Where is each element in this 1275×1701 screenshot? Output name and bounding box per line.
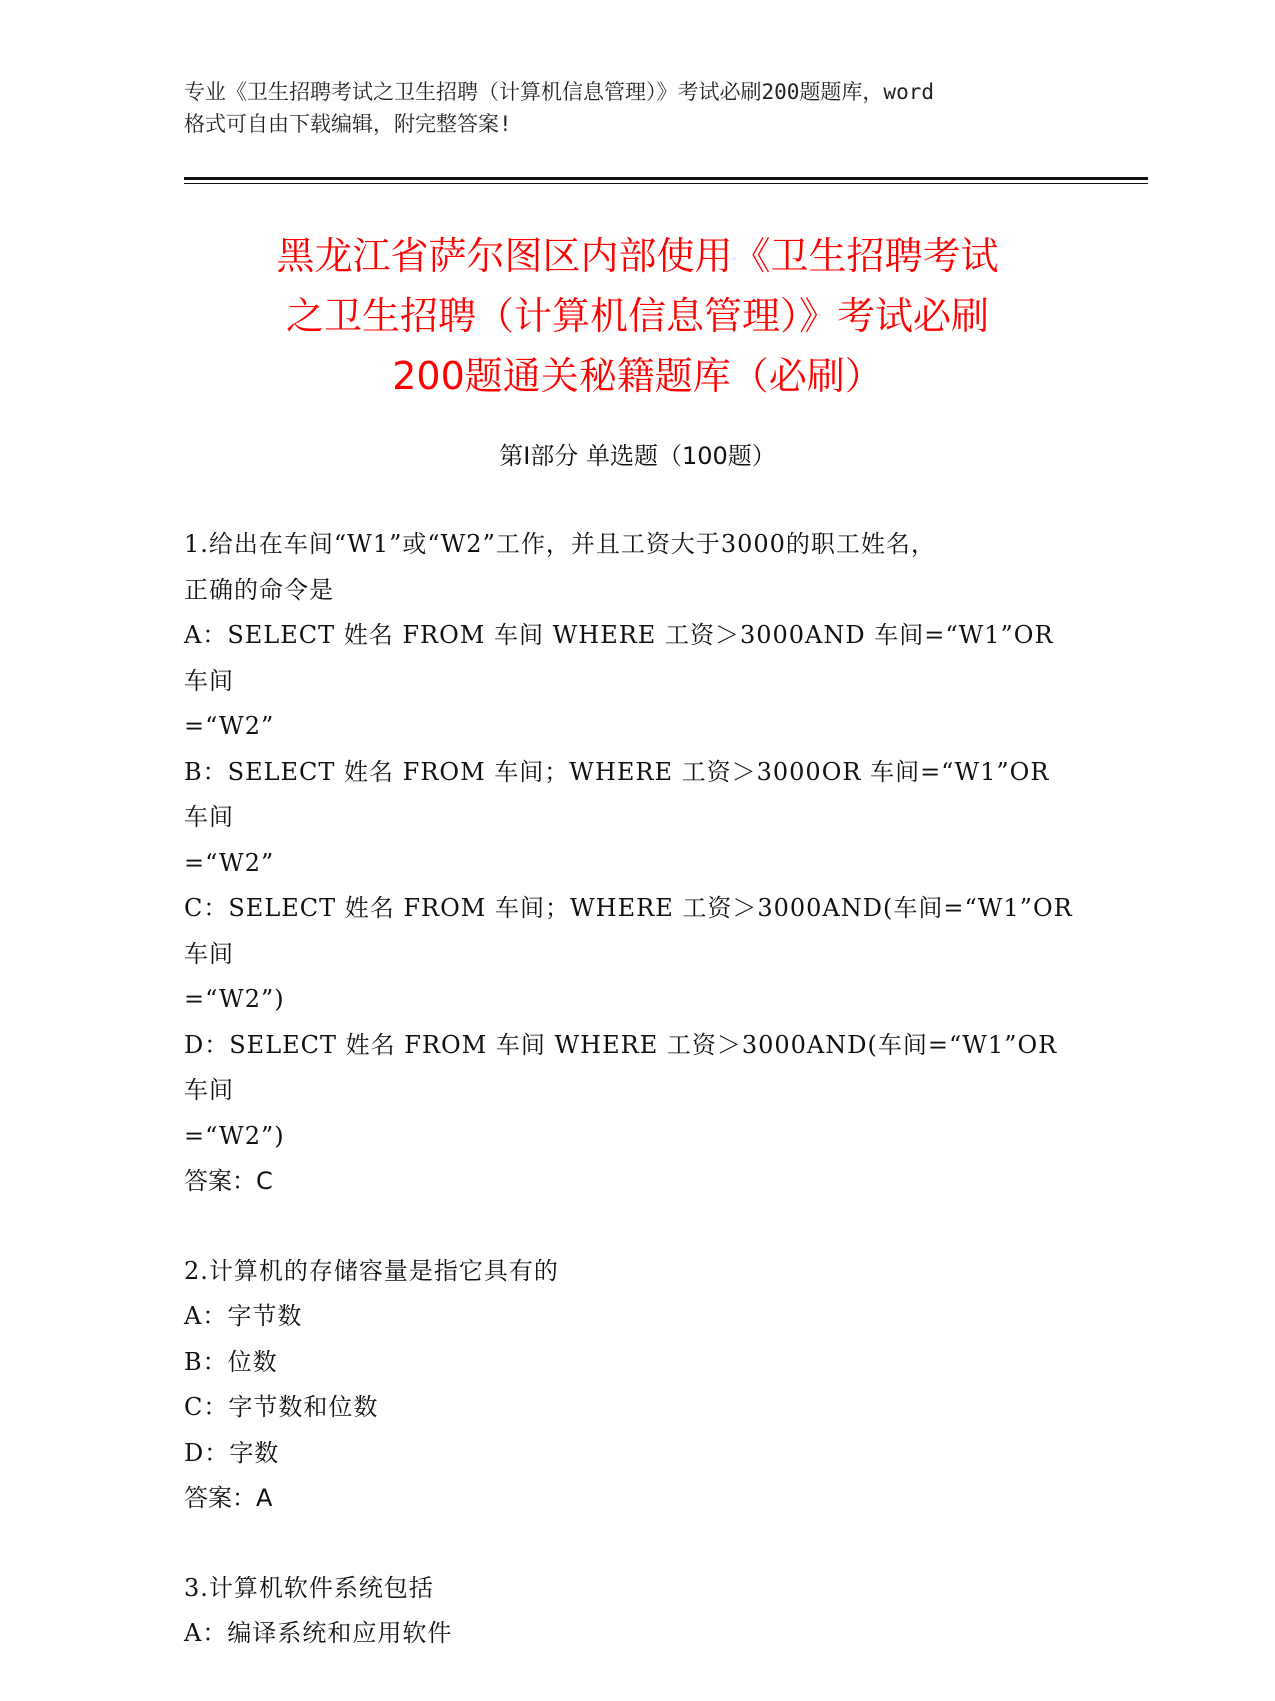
question-2-option-c: C：字节数和位数: [184, 1393, 379, 1421]
question-1: [184, 522, 1082, 1205]
question-1-option-b-cont: =“W2”: [184, 848, 275, 877]
question-2-answer: 答案：A: [184, 1484, 273, 1512]
document-title: [180, 226, 1095, 406]
question-1-option-a-cont: =“W2”: [184, 712, 275, 740]
question-2-option-b: B：位数: [184, 1347, 278, 1376]
question-1-answer: 答案：C: [184, 1167, 273, 1195]
question-2-option-d: D：字数: [184, 1438, 280, 1467]
header-note-line-1: 专业《卫生招聘考试之卫生招聘（计算机信息管理）》考试必刷200题题库，word: [184, 80, 934, 104]
question-2: [184, 1249, 1074, 1522]
section-title: 第Ⅰ部分 单选题（100题）: [499, 442, 776, 470]
question-1-option-c-cont: =“W2”): [184, 985, 285, 1013]
header-note: [184, 76, 1084, 140]
question-1-option-d-cont: =“W2”): [184, 1121, 285, 1150]
question-2-stem: 2.计算机的存储容量是指它具有的: [184, 1256, 559, 1285]
document-title-line-2: 之卫生招聘（计算机信息管理）》考试必刷: [285, 294, 989, 338]
question-1-option-a: A：SELECT 姓名 FROM 车间 WHERE 工资＞3000AND 车间=“W1”OR 车间: [184, 621, 1063, 695]
question-3-option-a: A：编译系统和应用软件: [184, 1619, 453, 1647]
question-1-option-d: D：SELECT 姓名 FROM 车间 WHERE 工资＞3000AND(车间=“W1”OR 车间: [184, 1030, 1066, 1104]
header-divider-thick: [184, 177, 1148, 180]
question-3-stem: 3.计算机软件系统包括: [184, 1573, 434, 1602]
question-1-option-b: B：SELECT 姓名 FROM 车间；WHERE 工资＞3000OR 车间=“W1”OR 车间: [184, 757, 1059, 831]
document-title-line-3: 200题通关秘籍题库（必刷）: [392, 354, 883, 398]
question-3: [184, 1566, 1074, 1657]
question-1-line-1: 1.给出在车间“W1”或“W2”工作，并且工资大于3000的职工姓名，: [184, 530, 936, 558]
header-divider-thin: [184, 183, 1148, 184]
question-1-line-2: 正确的命令是: [184, 575, 334, 604]
header-note-line-2: 格式可自由下载编辑，附完整答案!: [184, 112, 512, 136]
question-1-option-c: C：SELECT 姓名 FROM 车间；WHERE 工资＞3000AND(车间=“W1”OR 车间: [184, 894, 1082, 968]
document-title-line-1: 黑龙江省萨尔图区内部使用《卫生招聘考试: [276, 234, 999, 278]
question-2-option-a: A：字节数: [184, 1302, 303, 1330]
question-list: [184, 522, 1082, 1701]
